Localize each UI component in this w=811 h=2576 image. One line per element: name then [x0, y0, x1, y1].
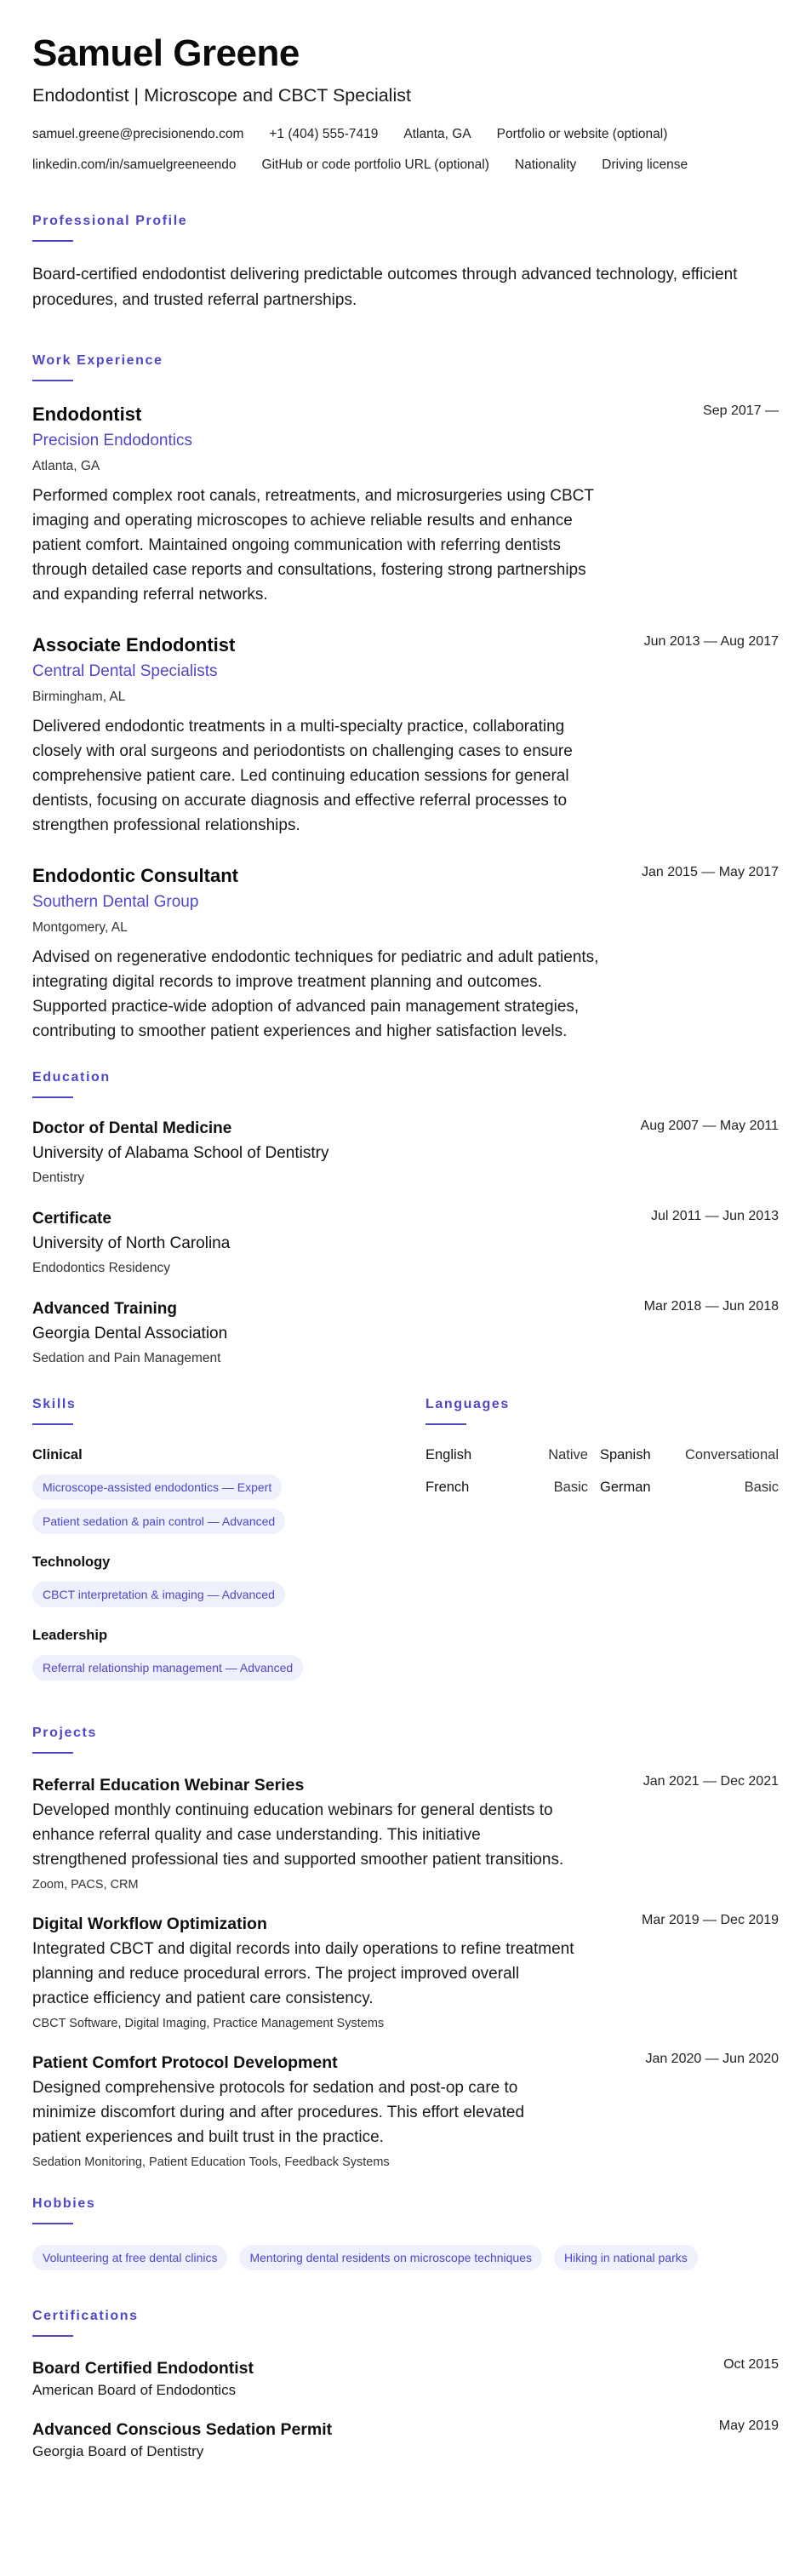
skill-group	[32, 1445, 425, 1534]
certification-issuer: American Board of Endodontics	[32, 2382, 237, 2398]
section-divider	[32, 1752, 73, 1754]
skill-chip-list	[32, 1582, 425, 1607]
hobbies-section	[32, 2195, 779, 2270]
job-location: Birmingham, AL	[32, 690, 126, 704]
certification-entry	[32, 2419, 779, 2461]
section-divider	[32, 1096, 73, 1098]
project-dates: Jan 2021 — Dec 2021	[643, 1774, 779, 1789]
language-level: Native	[548, 1447, 588, 1463]
certification-name: Board Certified Endodontist	[32, 2359, 254, 2378]
languages-section	[425, 1396, 779, 1699]
project-dates: Jan 2020 — Jun 2020	[645, 2052, 779, 2066]
education-school: University of North Carolina	[32, 1234, 231, 1252]
project-tech: Sedation Monitoring, Patient Education Tools, Feedback Systems	[32, 2155, 390, 2169]
language-name: German	[600, 1480, 651, 1495]
section-title: Languages	[425, 1397, 510, 1411]
contact-email[interactable]: samuel.greene@precisionendo.com	[32, 127, 244, 141]
skill-group	[32, 1626, 425, 1680]
section-title: Professional Profile	[32, 214, 188, 228]
education-degree: Certificate	[32, 1210, 111, 1228]
contact-driving-license: Driving license	[602, 157, 688, 172]
projects-section	[32, 1725, 779, 2170]
certifications-section	[32, 2308, 779, 2461]
education-dates: Mar 2018 — Jun 2018	[643, 1299, 779, 1314]
language-name: Spanish	[600, 1447, 651, 1463]
section-title: Education	[32, 1070, 111, 1085]
section-title: Work Experience	[32, 353, 163, 368]
section-divider	[425, 1423, 466, 1425]
education-field: Sedation and Pain Management	[32, 1351, 221, 1365]
profile-section	[32, 213, 779, 313]
project-title: Patient Comfort Protocol Development	[32, 2053, 338, 2072]
contact-phone[interactable]: +1 (404) 555-7419	[269, 127, 379, 141]
project-description: Designed comprehensive protocols for sedation and post-op care to minimize discomfort during and after procedures. This effort elevated patient experiences and built trust in the practice.	[32, 2079, 525, 2146]
job-title: Endodontic Consultant	[32, 865, 238, 886]
skill-category: Technology	[32, 1554, 111, 1570]
job-entry	[32, 402, 779, 607]
project-dates: Mar 2019 — Dec 2019	[642, 1913, 779, 1927]
education-degree: Advanced Training	[32, 1300, 177, 1318]
education-entry	[32, 1119, 779, 1187]
contact-nationality: Nationality	[514, 157, 577, 172]
hobby-chip: Mentoring dental residents on microscope techniques	[239, 2245, 542, 2270]
job-description: Performed complex root canals, retreatments, and microsurgeries using CBCT imaging and operating microscopes to achieve reliable results and enhance patient comfort. Maintained ongoing communication with referring dentists through detailed case reports and consultations, fostering strong partnerships and expanding referral networks.	[32, 487, 594, 604]
job-description: Delivered endodontic treatments in a multi-specialty practice, collaborating closely with oral surgeons and periodontists on challenging cases to ensure comprehensive patient care. Led continuing education sessions for general dentists, focusing on accurate diagnosis and effective referral processes to strengthen professional relationships.	[32, 718, 573, 834]
project-description: Integrated CBCT and digital records into daily operations to refine treatment planning and reduce procedural errors. The project improved overall practice efficiency and patient care consistency.	[32, 1940, 574, 2007]
job-description: Advised on regenerative endodontic techniques for pediatric and adult patients, integrating digital records to improve treatment planning and outcomes. Supported practice-wide adoption of advanced pain management strategies, contributing to smoother patient experiences and higher satisfaction levels.	[32, 948, 599, 1040]
skill-chip: Patient sedation & pain control — Advanced	[32, 1508, 285, 1534]
job-dates: Jan 2015 — May 2017	[642, 865, 779, 879]
skill-chip-list	[32, 1474, 425, 1534]
project-tech: CBCT Software, Digital Imaging, Practice Management Systems	[32, 2017, 385, 2030]
contact-linkedin[interactable]: linkedin.com/in/samuelgreeneendo	[32, 157, 237, 172]
language-item	[600, 1478, 779, 1497]
section-divider	[32, 2335, 73, 2337]
job-company: Central Dental Specialists	[32, 662, 218, 680]
contact-portfolio[interactable]: Portfolio or website (optional)	[496, 127, 668, 141]
section-title: Hobbies	[32, 2196, 96, 2211]
skill-category: Clinical	[32, 1447, 83, 1463]
project-entry	[32, 1774, 779, 1892]
contact-location: Atlanta, GA	[403, 127, 471, 141]
education-school: University of Alabama School of Dentistry	[32, 1144, 329, 1162]
section-title: Skills	[32, 1397, 77, 1411]
skills-section	[32, 1396, 425, 1699]
language-item	[425, 1478, 600, 1497]
education-dates: Jul 2011 — Jun 2013	[650, 1209, 779, 1223]
certification-name: Advanced Conscious Sedation Permit	[32, 2420, 333, 2439]
education-field: Endodontics Residency	[32, 1261, 170, 1275]
job-location: Atlanta, GA	[32, 459, 100, 473]
certification-date: Oct 2015	[723, 2357, 779, 2372]
job-dates: Sep 2017 —	[703, 404, 779, 418]
project-description: Developed monthly continuing education webinars for general dentists to enhance referral quality and case understanding. This initiative strengthened professional ties and supported smoother patient transitions.	[32, 1801, 564, 1869]
contact-github[interactable]: GitHub or code portfolio URL (optional)	[261, 157, 489, 172]
education-entry	[32, 1299, 779, 1367]
hobby-chip-list	[32, 2245, 779, 2270]
education-field: Dentistry	[32, 1171, 85, 1185]
language-level: Basic	[744, 1480, 779, 1495]
project-title: Digital Workflow Optimization	[32, 1915, 267, 1933]
job-entry	[32, 633, 779, 838]
profile-text: Board-certified endodontist delivering predictable outcomes through advanced technology, efficient procedures, and trusted referral partnerships.	[32, 266, 738, 309]
project-title: Referral Education Webinar Series	[32, 1776, 305, 1795]
section-divider	[32, 1423, 73, 1425]
skill-category: Leadership	[32, 1628, 108, 1643]
resume-header	[32, 32, 779, 174]
project-entry	[32, 2052, 779, 2170]
job-location: Montgomery, AL	[32, 920, 128, 935]
project-entry	[32, 1913, 779, 2031]
job-title: Associate Endodontist	[32, 634, 236, 655]
job-company: Precision Endodontics	[32, 432, 192, 449]
certification-issuer: Georgia Board of Dentistry	[32, 2443, 204, 2459]
hobby-chip: Volunteering at free dental clinics	[32, 2245, 227, 2270]
certification-entry	[32, 2357, 779, 2400]
section-title: Certifications	[32, 2309, 139, 2323]
project-tech: Zoom, PACS, CRM	[32, 1878, 139, 1892]
skills-languages-row	[32, 1396, 779, 1699]
hobby-chip: Hiking in national parks	[554, 2245, 698, 2270]
job-entry	[32, 863, 779, 1044]
skill-chip: Microscope-assisted endodontics — Expert	[32, 1474, 282, 1500]
experience-section	[32, 352, 779, 1044]
language-level: Basic	[553, 1480, 588, 1495]
education-degree: Doctor of Dental Medicine	[32, 1119, 232, 1137]
skill-chip: CBCT interpretation & imaging — Advanced	[32, 1582, 285, 1607]
language-item	[425, 1445, 600, 1464]
section-title: Projects	[32, 1726, 97, 1740]
language-list	[425, 1445, 779, 1497]
job-dates: Jun 2013 — Aug 2017	[643, 634, 779, 649]
education-section	[32, 1069, 779, 1367]
skill-chip: Referral relationship management — Advanced	[32, 1655, 303, 1680]
contact-list	[32, 126, 779, 174]
education-entry	[32, 1209, 779, 1277]
skill-chip-list	[32, 1655, 425, 1680]
education-dates: Aug 2007 — May 2011	[640, 1119, 779, 1133]
language-name: French	[425, 1480, 470, 1495]
job-company: Southern Dental Group	[32, 893, 199, 911]
section-divider	[32, 240, 73, 242]
candidate-name: Samuel Greene	[32, 32, 300, 74]
job-title: Endodontist	[32, 404, 142, 425]
skill-group	[32, 1553, 425, 1607]
section-divider	[32, 2223, 73, 2224]
candidate-headline: Endodontist | Microscope and CBCT Specialist	[32, 85, 411, 106]
section-divider	[32, 380, 73, 381]
education-school: Georgia Dental Association	[32, 1325, 228, 1342]
language-level: Conversational	[684, 1447, 779, 1463]
language-item	[600, 1445, 779, 1464]
certification-date: May 2019	[718, 2419, 779, 2433]
language-name: English	[425, 1447, 472, 1463]
